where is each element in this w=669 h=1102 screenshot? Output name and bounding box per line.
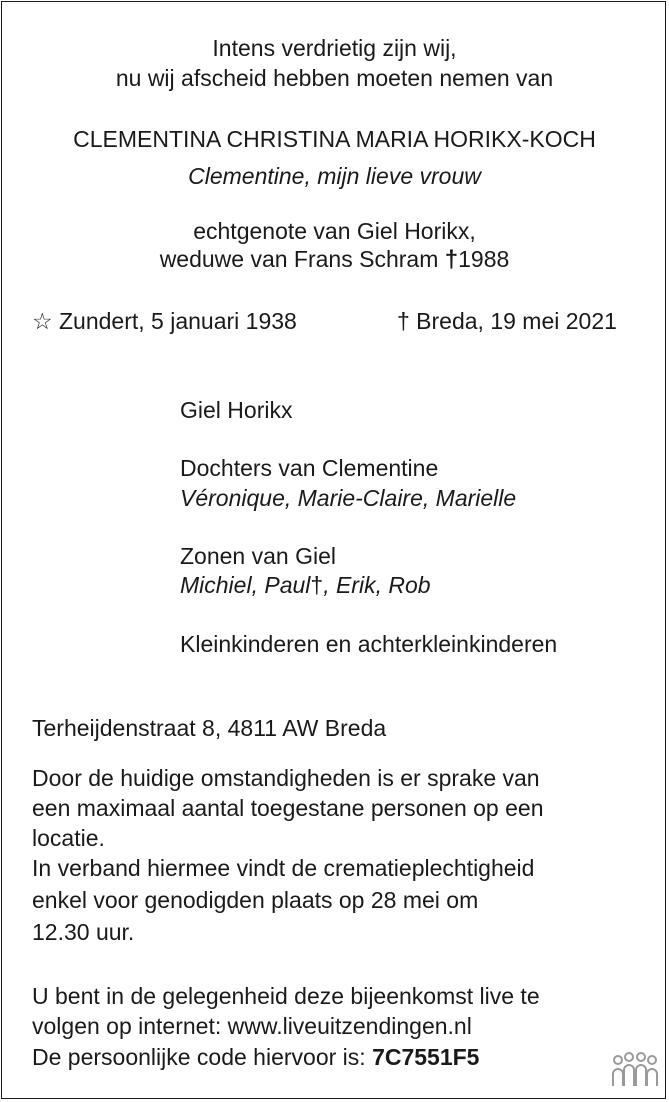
deceased-full-name: CLEMENTINA CHRISTINA MARIA HORIKX-KOCH [73,126,596,152]
notice-line-3: locatie. [32,825,105,851]
code-prefix: De persoonlijke code hiervoor is: [32,1044,373,1070]
sons-label: Zonen van Giel [180,543,336,569]
death-date: † Breda, 19 mei 2021 [397,308,617,334]
family-logo-icon [610,1050,660,1090]
livestream-line-2: volgen op internet: www.liveuitzendingen.nl [32,1013,472,1039]
sons-names-part-2: , Erik, Rob [323,572,431,598]
widow-year: 1988 [458,246,510,272]
personal-code: 7C7551F5 [372,1044,480,1070]
husband-name: Giel Horikx [180,397,293,423]
widow-line [2,245,667,274]
spouse-line: echtgenote van Giel Horikx, [193,218,476,244]
obituary-card [1,1,666,1099]
grandchildren-line: Kleinkinderen en achterkleinkinderen [180,631,558,657]
sons-names-part-1: Michiel, Paul [180,572,311,598]
notice-line-1: Door de huidige omstandigheden is er sprake van [32,765,540,791]
notice-line-5: enkel voor genodigden plaats op 28 mei om [32,887,479,913]
notice-line-2: een maximaal aantal toegestane personen op een [32,795,544,821]
cross-icon: † [310,572,324,598]
cross-icon: † [444,246,459,273]
daughters-label: Dochters van Clementine [180,455,439,481]
birth-date: ☆ Zundert, 5 januari 1938 [32,308,297,334]
intro-line-1: Intens verdrietig zijn wij, [212,35,457,61]
sons-names [180,571,431,599]
deceased-nickname: Clementine, mijn lieve vrouw [188,163,481,189]
livestream-code-line [32,1043,479,1071]
address: Terheijdenstraat 8, 4811 AW Breda [32,715,387,741]
livestream-line-1: U bent in de gelegenheid deze bijeenkomst live te [32,983,540,1009]
widow-of-text: weduwe van Frans Schram [159,246,439,272]
notice-line-6: 12.30 uur. [32,919,135,945]
daughters-names: Véronique, Marie-Claire, Marielle [180,485,517,511]
notice-line-4: In verband hiermee vindt de crematieplechtigheid [32,855,535,881]
intro-line-2: nu wij afscheid hebben moeten nemen van [115,65,554,91]
